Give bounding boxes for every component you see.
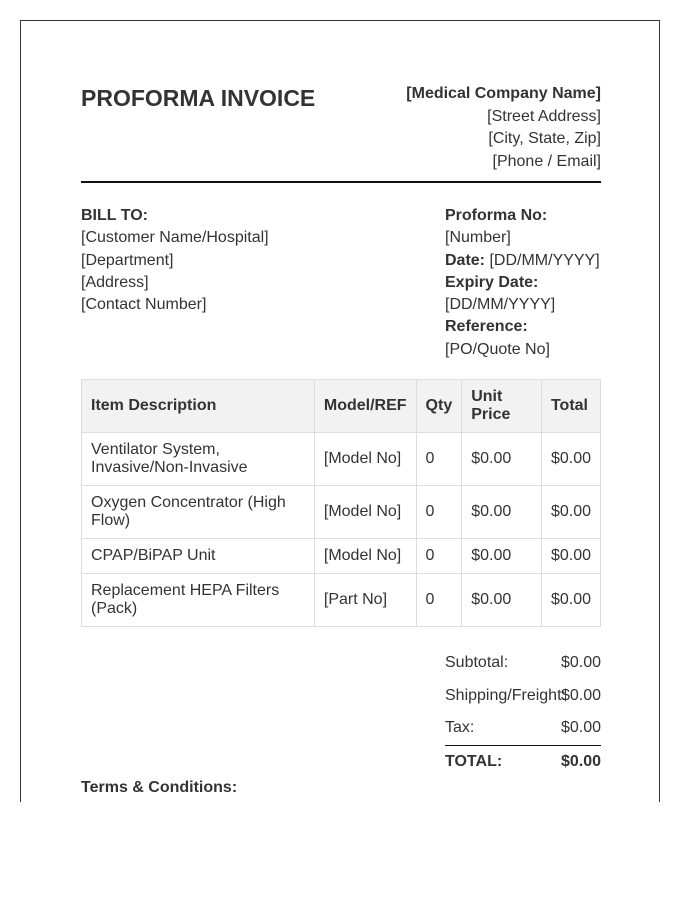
bill-to-line: [Department]: [81, 251, 174, 269]
item-total: $0.00: [541, 486, 600, 539]
item-qty: 0: [416, 574, 462, 627]
company-street: [Street Address]: [487, 107, 601, 125]
total-label: TOTAL:: [445, 752, 503, 770]
item-total: $0.00: [541, 539, 600, 574]
subtotal-value: $0.00: [560, 654, 601, 671]
table-row: [82, 574, 601, 627]
item-total: $0.00: [541, 574, 600, 627]
item-unit-price: $0.00: [462, 574, 542, 627]
date-label: Date:: [445, 251, 486, 269]
expiry-date-label: Expiry Date:: [445, 273, 539, 291]
proforma-no-value: [Number]: [445, 229, 511, 247]
company-info: [406, 83, 601, 173]
terms-heading: Terms & Conditions:: [81, 779, 238, 796]
date-line: [445, 250, 600, 272]
header-item-description: Item Description: [82, 380, 315, 433]
item-description: Ventilator System, Invasive/Non-Invasive: [82, 433, 315, 486]
item-unit-price: $0.00: [462, 486, 542, 539]
shipping-label: Shipping/Freight:: [445, 686, 566, 704]
item-model: [Model No]: [314, 539, 416, 574]
company-city: [City, State, Zip]: [488, 130, 601, 147]
shipping-row: [445, 680, 601, 713]
items-table: [81, 379, 601, 627]
item-description: Replacement HEPA Filters (Pack): [82, 574, 315, 627]
table-row: [82, 433, 601, 486]
reference-value: [PO/Quote No]: [445, 340, 550, 358]
subtotal-row: [445, 647, 601, 680]
item-model: [Model No]: [314, 486, 416, 539]
tax-row: [445, 712, 601, 745]
table-header-row: [82, 380, 601, 433]
proforma-no-label: Proforma No:: [445, 207, 548, 224]
item-qty: 0: [416, 486, 462, 539]
item-qty: 0: [416, 539, 462, 574]
total-value: $0.00: [560, 752, 601, 770]
item-description: CPAP/BiPAP Unit: [82, 539, 315, 574]
item-total: $0.00: [541, 433, 600, 486]
table-row: [82, 539, 601, 574]
company-contact: [Phone / Email]: [492, 152, 601, 170]
invoice-title: PROFORMA INVOICE: [81, 85, 316, 111]
date-value: [DD/MM/YYYY]: [489, 251, 600, 269]
invoice-page: [20, 20, 660, 802]
subtotal-label: Subtotal:: [445, 654, 509, 671]
table-row: [82, 486, 601, 539]
shipping-value: $0.00: [560, 686, 601, 704]
bill-to-line: [Contact Number]: [81, 296, 207, 314]
expiry-date-value: [DD/MM/YYYY]: [445, 296, 556, 314]
header-total: Total: [541, 380, 600, 433]
tax-label: Tax:: [445, 719, 475, 736]
item-model: [Part No]: [314, 574, 416, 627]
bill-to-line: [Address]: [81, 273, 149, 291]
header-divider: [81, 181, 601, 183]
bill-to-label: BILL TO:: [81, 207, 148, 224]
item-description: Oxygen Concentrator (High Flow): [82, 486, 315, 539]
item-unit-price: $0.00: [462, 539, 542, 574]
header-model-ref: Model/REF: [314, 380, 416, 433]
header-unit-price: Unit Price: [462, 380, 542, 433]
totals-block: [445, 647, 601, 778]
grand-total-row: [445, 745, 601, 779]
bill-to-block: [81, 205, 269, 316]
item-unit-price: $0.00: [462, 433, 542, 486]
item-qty: 0: [416, 433, 462, 486]
item-model: [Model No]: [314, 433, 416, 486]
invoice-meta: [445, 205, 600, 361]
header-qty: Qty: [416, 380, 462, 433]
tax-value: $0.00: [560, 719, 601, 736]
bill-to-line: [Customer Name/Hospital]: [81, 229, 269, 247]
reference-label: Reference:: [445, 318, 528, 336]
company-name: [Medical Company Name]: [406, 85, 601, 102]
